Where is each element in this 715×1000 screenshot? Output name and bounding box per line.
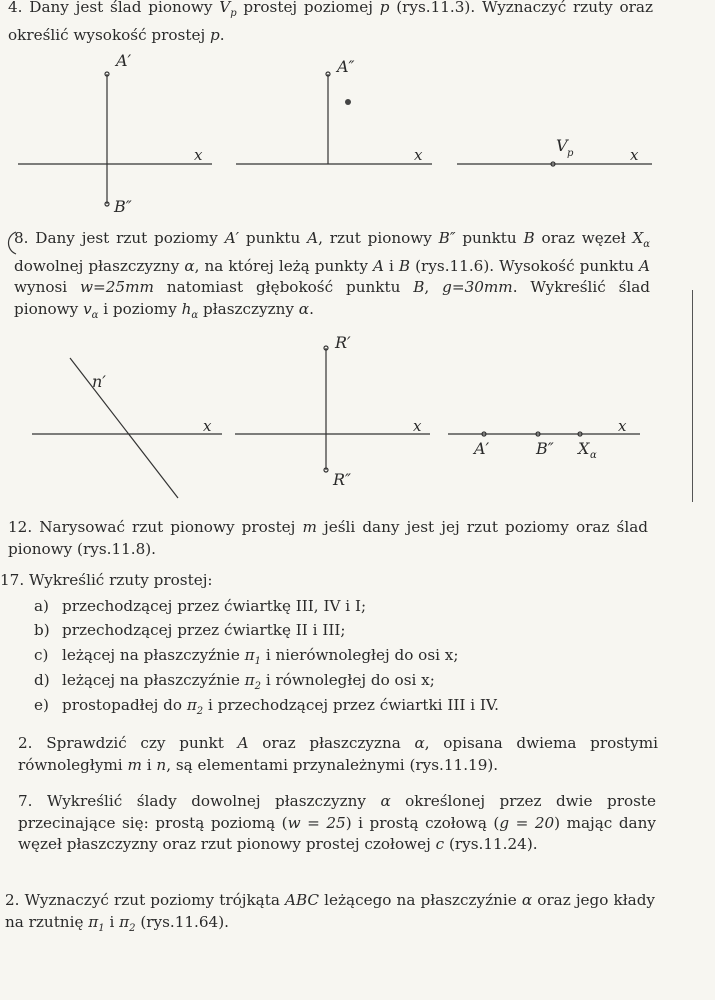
- task-7-text: 7. Wykreślić ślady dowolnej płaszczyzny α określonej przez dwie proste przecinające się: prostą poziomą (w = 25) i prostą czołową (g = 20) mając dany węzeł płaszczyzny oraz rzut pionowy prostej czołowej c (rys.11.24).: [18, 792, 656, 853]
- ink-speck: [345, 99, 351, 105]
- margin-rule: [692, 290, 693, 502]
- figure-task-4: [0, 40, 715, 260]
- task-2b-text: 2. Wyznaczyć rzut poziomy trójkąta ABC leżącego na płaszczyźnie α oraz jego kłady na rzutnię $\pi_1$ i $\pi_2$ (rys.11.64).: [5, 891, 655, 934]
- task-12-text: 12. Narysować rzut pionowy prostej m jeśli dany jest jej rzut poziomy oraz ślad pionowy (rys.11.8).: [8, 518, 648, 558]
- label-x-6: x: [618, 417, 627, 435]
- task-17-title: 17. Wykreślić rzuty prostej:: [0, 571, 213, 589]
- label-b-second: B″: [114, 197, 132, 216]
- label-x-node: X: [578, 439, 590, 458]
- label-x-3: x: [630, 146, 639, 164]
- line-n-prime: [70, 358, 178, 498]
- label-b-second-2: B″: [536, 439, 554, 458]
- task-8-text: 8. Dany jest rzut poziomy A′ punktu A, rzut pionowy B″ punktu B oraz węzeł $X_\alpha$ dowolnej płaszczyzny α, na której leżą punkty A i B (rys.11.6). Wysokość punktu A wynosi w=25mm natomiast głębokość punktu B, g=30mm. Wykreślić ślad pionowy $v_\alpha$ i poziomy $h_\alpha$ płaszczyzny α.: [14, 229, 651, 321]
- label-v: V: [556, 136, 568, 155]
- label-a-second: A″: [337, 57, 355, 76]
- task-2a-text: 2. Sprawdzić czy punkt A oraz płaszczyzna α, opisana dwiema prostymi równoległymi m i n, są elementami przynależnymi (rys.11.19).: [18, 734, 658, 774]
- task-17-item-d: d) leżącej na płaszczyźnie $\pi_2$ i równoległej do osi x;: [34, 671, 435, 693]
- label-n-prime: n′: [92, 372, 106, 391]
- task-17-item-a: a) przechodzącej przez ćwiartkę III, IV i I;: [34, 597, 367, 615]
- figure-task-8: [0, 330, 715, 510]
- label-x-1: x: [194, 146, 203, 164]
- label-x-4: x: [203, 417, 212, 435]
- task-17-item-b: b) przechodzącej przez ćwiartkę II i III;: [34, 621, 346, 639]
- label-a-prime: A′: [116, 51, 132, 70]
- label-a-prime-2: A′: [474, 439, 490, 458]
- label-x-5: x: [413, 417, 422, 435]
- label-x-2: x: [414, 146, 423, 164]
- label-r-second: R″: [333, 470, 352, 489]
- label-v-sub: p: [567, 148, 574, 159]
- task-17-item-e: e) prostopadłej do $\pi_2$ i przechodzącej przez ćwiartki III i IV.: [34, 696, 500, 718]
- task-17-item-c: c) leżącej na płaszczyźnie $\pi_1$ i nierównoległej do osi x;: [34, 646, 459, 668]
- label-r-prime: R′: [335, 333, 351, 352]
- task-4-text: 4. Dany jest ślad pionowy $V_p$ prostej poziomej p (rys.11.3). Wyznaczyć rzuty oraz określić wysokość prostej p.: [8, 0, 653, 44]
- label-x-node-sub: α: [590, 450, 597, 461]
